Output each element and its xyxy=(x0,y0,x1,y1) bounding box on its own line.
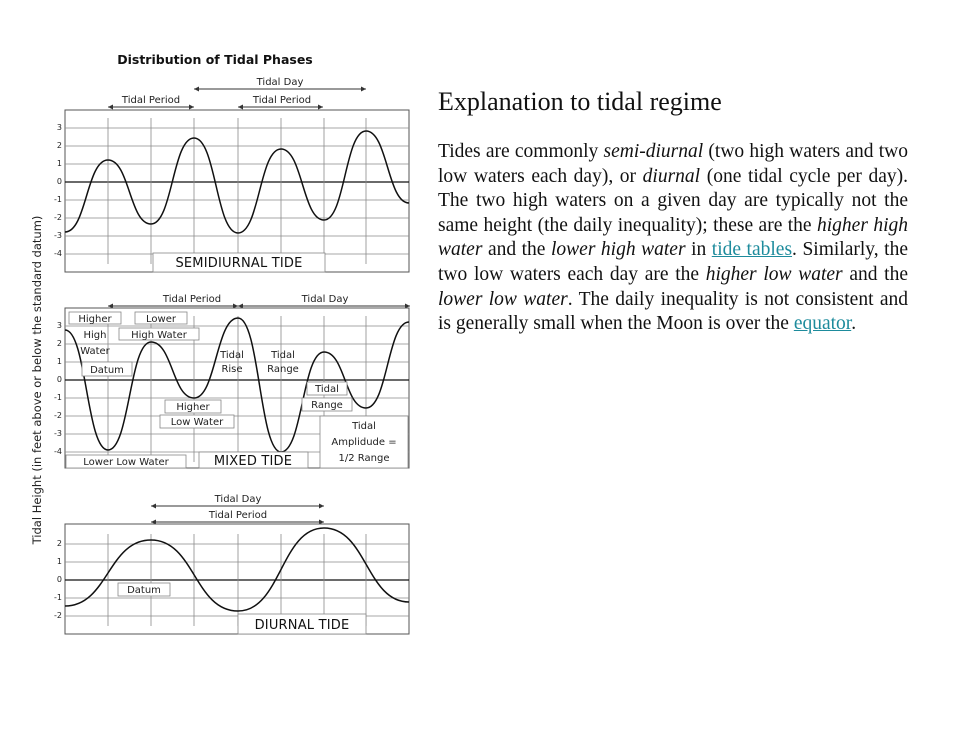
higher-low-water-label-1: Higher xyxy=(176,402,210,413)
text-run: . Similarly, the two low waters each day are the xyxy=(438,239,908,285)
term-semi-diurnal: semi-diurnal xyxy=(603,141,704,162)
higher-high-water-label-2: High xyxy=(83,330,107,341)
tick-label: -1 xyxy=(54,393,62,402)
term-lower-low-water: lower low water xyxy=(438,288,568,310)
mixed-tide-name: MIXED TIDE xyxy=(213,454,293,469)
mixed-tidal-day-label: Tidal Day xyxy=(301,294,349,305)
tick-label: 1 xyxy=(56,357,62,366)
term-higher-low-water: higher low water xyxy=(705,263,843,285)
tick-label: -3 xyxy=(54,231,62,240)
tick-label: 2 xyxy=(56,539,62,548)
arrow-right xyxy=(189,105,194,110)
explanation-paragraph xyxy=(438,140,908,337)
tidal-range-label-1: Tidal xyxy=(271,350,295,361)
mixed-tidal-period-label: Tidal Period xyxy=(162,294,222,305)
text-run: (one tidal cycle per day). The two high waters on a given day are typically not the same height (the daily inequality); these are the xyxy=(438,165,908,236)
arrow-left xyxy=(194,87,199,92)
diurnal-tide-name: DIURNAL TIDE xyxy=(254,618,350,633)
tick-label: -2 xyxy=(54,411,62,420)
tick-label: 0 xyxy=(56,177,62,186)
tick-label: -4 xyxy=(54,447,62,456)
term-lower-high-water: lower high water xyxy=(550,239,686,261)
semidiurnal-tide-name: SEMIDIURNAL TIDE xyxy=(175,256,303,271)
arrow-right xyxy=(319,504,324,509)
semi-tidal-day-label: Tidal Day xyxy=(256,77,304,88)
text-run: and the xyxy=(482,239,551,261)
mixed-panel xyxy=(54,294,410,469)
lower-high-water-label-1: Lower xyxy=(146,314,176,325)
diurnal-datum-label: Datum xyxy=(127,585,161,596)
tick-label: 2 xyxy=(56,141,62,150)
semi-tidal-period-label-1: Tidal Period xyxy=(121,95,181,106)
tidal-rise-label-2: Rise xyxy=(221,364,243,375)
tick-label: 0 xyxy=(56,375,62,384)
diurnal-ticks xyxy=(54,539,62,620)
higher-low-water-label-2: Low Water xyxy=(170,417,224,428)
semidiurnal-panel xyxy=(54,77,409,272)
lower-high-water-label-2: High Water xyxy=(131,330,187,341)
tick-label: -3 xyxy=(54,429,62,438)
tidal-range-2-label-1: Tidal xyxy=(315,384,339,395)
semidiurnal-ticks xyxy=(54,123,62,258)
diurnal-tidal-period-label: Tidal Period xyxy=(208,510,268,521)
tick-label: -2 xyxy=(54,213,62,222)
tick-label: -1 xyxy=(54,593,62,602)
mixed-ticks xyxy=(54,321,62,456)
explanation-heading: Explanation to tidal regime xyxy=(438,87,722,116)
tide-tables-link[interactable]: tide tables xyxy=(711,239,793,261)
tidal-range-label-2: Range xyxy=(267,364,299,375)
term-higher-high-water: higher high water xyxy=(438,214,908,261)
text-run: in xyxy=(685,239,712,261)
term-diurnal: diurnal xyxy=(642,165,701,187)
arrow-left xyxy=(108,105,113,110)
tick-label: 3 xyxy=(56,321,62,330)
explanation-section xyxy=(438,84,908,337)
tidal-amplitude-label-2: Amplidude = xyxy=(331,437,397,448)
text-run: . xyxy=(851,313,857,335)
text-run: (two high waters and two low waters each day), or xyxy=(438,141,908,187)
tick-label: 1 xyxy=(56,159,62,168)
arrow-left xyxy=(238,105,243,110)
semi-tidal-period-label-2: Tidal Period xyxy=(252,95,312,106)
tick-label: 0 xyxy=(56,575,62,584)
tick-label: 1 xyxy=(56,557,62,566)
tidal-phases-figure xyxy=(0,0,420,640)
tidal-rise-label-1: Tidal xyxy=(220,350,244,361)
mixed-datum-label: Datum xyxy=(90,365,124,376)
tick-label: 2 xyxy=(56,339,62,348)
arrow-right xyxy=(318,105,323,110)
diurnal-tidal-day-label: Tidal Day xyxy=(214,494,262,505)
tidal-range-2-label-2: Range xyxy=(311,400,343,411)
text-run: Tides are commonly xyxy=(438,141,604,162)
arrow-left xyxy=(151,504,156,509)
tick-label: -4 xyxy=(54,249,62,258)
lower-low-water-label: Lower Low Water xyxy=(83,457,169,468)
diurnal-panel xyxy=(54,494,409,634)
tick-label: -1 xyxy=(54,195,62,204)
tidal-amplitude-label-1: Tidal xyxy=(352,421,376,432)
tick-label: -2 xyxy=(54,611,62,620)
tidal-amplitude-label-3: 1/2 Range xyxy=(338,453,390,464)
arrow-right xyxy=(361,87,366,92)
figure-title: Distribution of Tidal Phases xyxy=(117,52,313,67)
text-run: and the xyxy=(842,263,908,285)
tick-label: 3 xyxy=(56,123,62,132)
higher-high-water-label-3: Water xyxy=(80,346,110,357)
text-run: . The daily inequality is not consistent and is generally small when the Moon is over the xyxy=(438,288,908,335)
y-axis-label: Tidal Height (in feet above or below the standard datum) xyxy=(30,215,44,545)
semidiurnal-plot-area xyxy=(65,110,409,272)
higher-high-water-label-1: Higher xyxy=(78,314,112,325)
equator-link[interactable]: equator xyxy=(793,313,852,335)
